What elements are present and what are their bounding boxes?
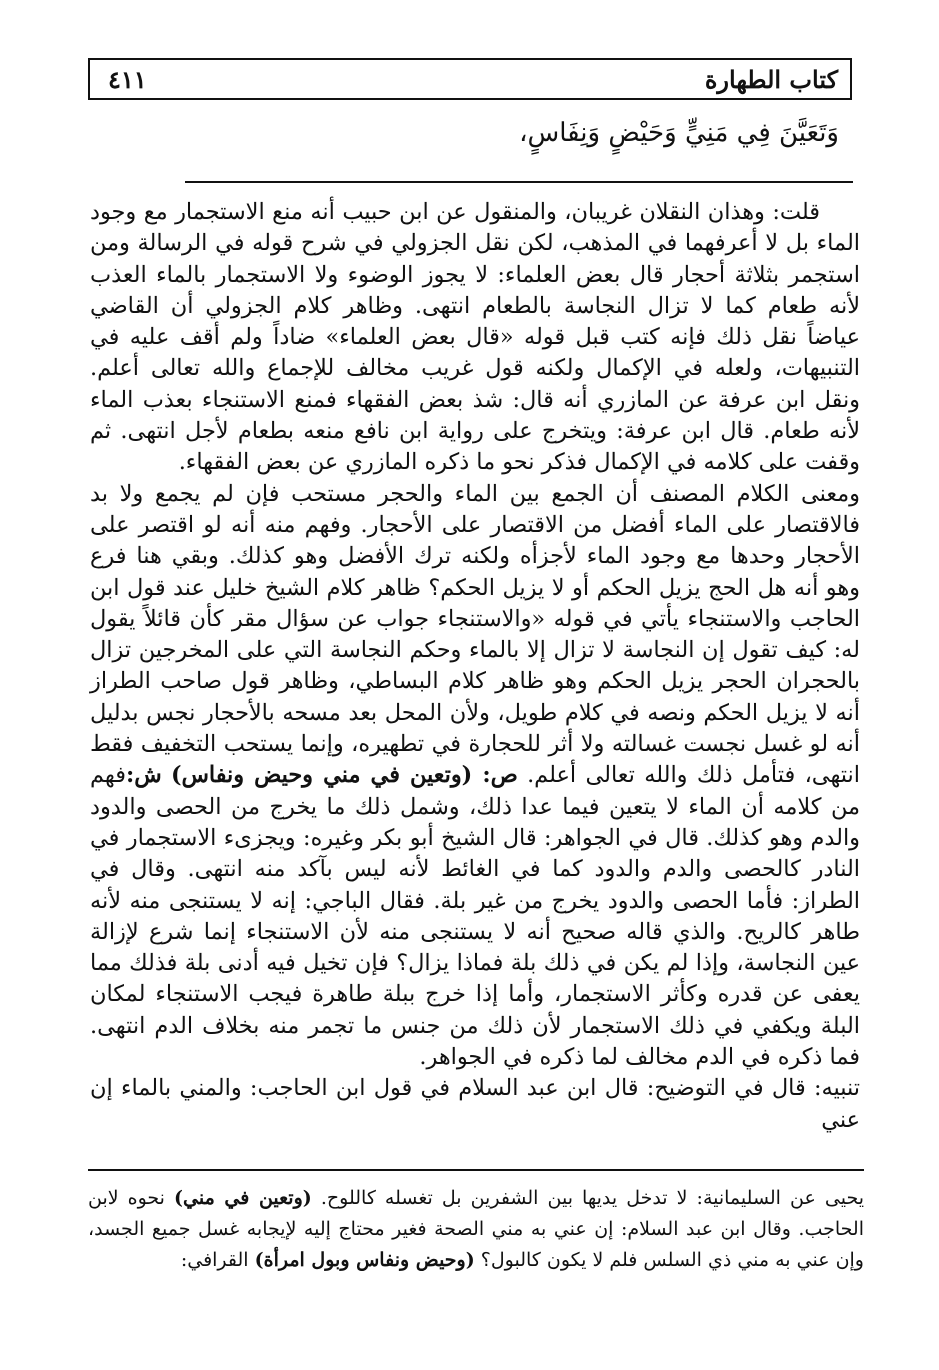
footnote-bold-quote-2: (وحيض ونفاس وبول امرأة) (254, 1249, 475, 1271)
footnote-paragraph (88, 1183, 864, 1276)
commentary-paragraph-1: قلت: وهذان النقلان غريبان، والمنقول عن ابن حبيب أنه منع الاستجمار مع وجود الماء بل لا أعرفهما في المذهب، لكن نقل الجزولي في شرح قوله في الرسالة ومن استجمر بثلاثة أحجار قال بعض العلماء: لا يجوز الوضوء ولا الاستجمار بالماء العذب لأنه طعام كما لا تزال النجاسة بالطعام انتهى. وظاهر كلام الجزولي أن القاضي عياضاً نقل ذلك فإنه كتب قبل قوله «قال بعض العلماء» ضاداً ولم أقف عليه في التنبيهات، ولعله في الإكمال ولكنه قول غريب مخالف للإجماع والله تعالى أعلم. ونقل ابن عرفة عن المازري أنه قال: شذ بعض الفقهاء فمنع الاستنجاء بعذب الماء لأنه طعام. قال ابن عرفة: ويتخرج على رواية ابن نافع منعه بطعام لأجل انتهى. ثم وقفت على كلامه في الإكمال فذكر نحو ما ذكره المازري عن بعض الفقهاء. (90, 199, 860, 476)
commentary-paragraph (90, 197, 860, 479)
commentary-paragraph (90, 1073, 860, 1136)
footnote-bold-quote-1: (وتعين في مني) (174, 1187, 312, 1209)
commentary-paragraph-2b: فهم من كلامه أن الماء لا يتعين فيما عدا ذلك، وشمل ذلك ما يخرج من الحصى والدود والدم وهو كذلك. قال في الجواهر: قال الشيخ أبو بكر وغيره: ويجزىء الاستجمار في النادر كالحصى والدم والدود كما في الغائط لأنه ليس بآكد منه انتهى. وقال في الطراز: فأما الحصى والدود يخرج من غير بلة. فقال الباجي: إنه لا يستنجى منه لأنه طاهر كالريح. والذي قاله صحيح أنه لا يستنجى منه لأن الاستنجاء إنما شرع لإزالة عين النجاسة، وإذا لم يكن في ذلك بلة فماذا يزال؟ فإن تخيل فيه أدنى بلة فذلك مما يعفى عن قدره وكأثر الاستجمار، وأما إذا خرج ببلة طاهرة فيجب الاستنجاء لمكان البلة ويكفي في ذلك الاستجمار لأن ذلك من جنس ما تجمر منه بخلاف الدم انتهى. فما ذكره في الدم مخالف لما ذكره في الجواهر. (90, 762, 860, 1071)
commentary-paragraph (90, 479, 860, 1074)
chapter-title: كتاب الطهارة (704, 65, 838, 94)
commentary-paragraph-2a: ومعنى الكلام المصنف أن الجمع بين الماء والحجر مستحب فإن لم يجمع ولا بد فالاقتصار على الماء أفضل من الاقتصار على الأحجار. وفهم منه أنه لو اقتصر على الأحجار وحدها مع وجود الماء لأجزأه ولكنه ترك الأفضل وهو كذلك. وبقي هنا فرع وهو أنه هل الحج يزيل الحكم أو لا يزيل الحكم؟ ظاهر كلام الشيخ خليل عند قول ابن الحاجب والاستنجاء يأتي في قوله «والاستنجاء جواب عن سؤال مقر كأن قائلاً يقول له: كيف تقول إن النجاسة لا تزال إلا بالماء وحكم النجاسة التي على المخرجين تزال بالحجران الحجر يزيل الحكم وهو ظاهر كلام البساطي، وظاهر قول صاحب الطراز أنه لا يزيل الحكم ونصه في كلام طويل، ولأن المحل بعد مسحه بالأحجار نجس بدليل أنه لو غسل نجست غسالته ولا أثر للحجارة في تطهيره، وإنما يستحب التخفيف فقط انتهى، فتأمل ذلك والله تعالى أعلم. (90, 480, 860, 789)
matn-text: وَتَعَيَّنَ فِي مَنِيٍّ وَحَيْضٍ وَنِفَاسٍ، (519, 118, 839, 148)
footnote-text (88, 1183, 864, 1276)
footnote-part-3: القرافي: (180, 1249, 249, 1271)
commentary-paragraph-3: تنبيه: قال في التوضيح: قال ابن عبد السلام في قول ابن الحاجب: والمني بالماء إن عني (90, 1075, 860, 1133)
sharh-marker: ش: (125, 762, 162, 789)
footnote-separator-rule (88, 1169, 864, 1171)
commentary-text (90, 197, 860, 1136)
page-number: ٤١١ (108, 65, 147, 94)
matn-quote-marker: ص: (وتعين في مني وحيض ونفاس) (170, 762, 518, 789)
footnote-part-1: يحيى عن السليمانية: لا تدخل يديها بين الشفرين بل تغسله كاللوح. (320, 1187, 864, 1209)
matn-separator-rule (185, 181, 853, 183)
footnote-part-2: نحوه لابن الحاجب. وقال ابن عبد السلام: إن عني به مني الصحة فغير محتاج إليه لإيجابه غسل جميع الجسد، وإن عني به مني ذي السلس فلم لا يكون كالبول؟ (88, 1187, 864, 1271)
running-header (88, 58, 852, 100)
